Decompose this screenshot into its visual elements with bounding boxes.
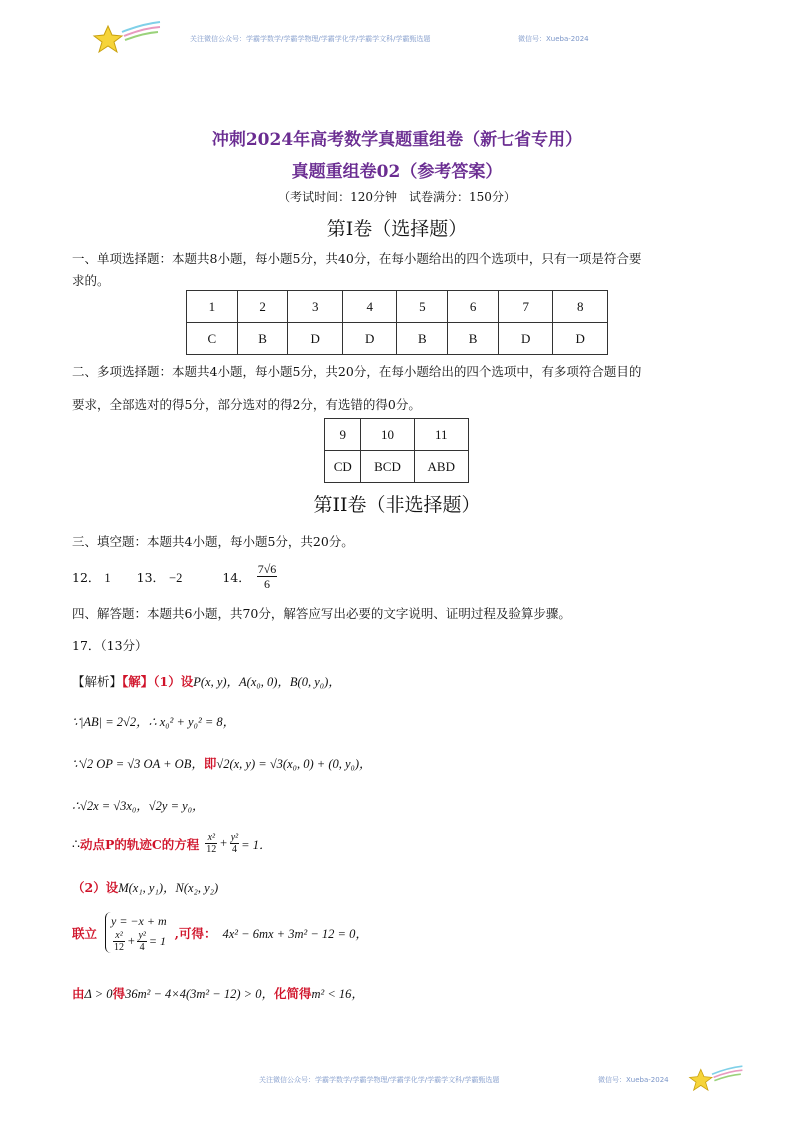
table-cell: 11 (414, 419, 468, 451)
system-eq2-rhs: = 1 (148, 934, 166, 948)
step2-label: （2）设 (72, 880, 119, 895)
analysis-tag: 【解析】 (72, 674, 123, 689)
part2-heading: 第II卷（非选择题） (313, 494, 481, 516)
table-cell: ABD (414, 451, 468, 483)
table-cell: D (342, 323, 397, 355)
table-cell: B (448, 323, 499, 355)
answer-13-value: −2 (169, 570, 183, 585)
solution-line2: ∵|AB| = 2√2，∴ x₀² + y₀² = 8， (72, 715, 236, 729)
system-eq1: y = −x + m (111, 914, 167, 928)
table-cell: 8 (553, 291, 608, 323)
table-cell: 10 (361, 419, 414, 451)
solution-step2 (72, 878, 218, 896)
table-cell: D (288, 323, 343, 355)
discriminant-condition: Δ > 0 (84, 987, 113, 1001)
coordinate-equation: √2(x, y) = √3(x₀, 0) + (0, y₀)， (216, 757, 372, 771)
header-text: 关注微信公众号：学霸学数学/学霸学物理/学霸学化学/学霸学文科/学霸甄选题 (190, 35, 431, 43)
table-cell: B (397, 323, 448, 355)
answer-14-numerator: 7√6 (257, 562, 277, 576)
answer-12-value: 1 (104, 570, 111, 585)
quadratic-result: 4x² − 6mx + 3m² − 12 = 0， (222, 926, 368, 941)
fraction-x2-12: $\frac{\text{x²}}{12}$ (206, 832, 217, 855)
lianli-label: 联立 (72, 925, 98, 941)
simplify-label: 化简得 (273, 986, 312, 1001)
page-title: 冲刺2024年高考数学真题重组卷（新七省专用） (211, 130, 583, 150)
discriminant-inequality: 36m² − 4×4(3m² − 12) > 0， (125, 987, 274, 1001)
table-cell: 1 (187, 291, 238, 323)
table-cell: BCD (361, 451, 414, 483)
table-cell: C (187, 323, 238, 355)
table-cell: D (553, 323, 608, 355)
step1-math: P(x, y)，A(x₀, 0)，B(0, y₀)， (193, 675, 341, 689)
solution-tag: 【解】 (122, 674, 154, 689)
m-range: m² < 16， (311, 987, 364, 1001)
section4-heading: 四、解答题：本题共6小题，共70分，解答应写出必要的文字说明、证明过程及验算步骤。 (72, 606, 571, 621)
solution-line4: ∴√2x = √3x₀，√2y = y₀， (72, 799, 205, 813)
vector-equation: ∵√2 OP = √3 OA + OB， (72, 757, 204, 771)
footer-text: 关注微信公众号：学霸学数学/学霸学物理/学霸学化学/学霸学文科/学霸甄选题 (259, 1076, 500, 1084)
trajectory-label: 动点P的轨迹C的方程 (79, 836, 200, 852)
section3-heading: 三、填空题：本题共4小题，每小题5分，共20分。 (72, 534, 354, 549)
last-a: 由 (72, 986, 85, 1001)
therefore-symbol: ∴ (72, 836, 80, 851)
table-cell: 4 (342, 291, 397, 323)
last-c: 得 (112, 986, 126, 1001)
header-wechat: 微信号：Xueba-2024 (518, 35, 589, 43)
star-logo-icon (92, 18, 162, 58)
multi-choice-answer-table (324, 418, 469, 483)
part1-heading: 第I卷（选择题） (326, 218, 468, 240)
table-cell: 3 (288, 291, 343, 323)
solution-line3 (72, 754, 372, 772)
table-cell: D (498, 323, 553, 355)
section2-line2: 要求，全部选对的得5分，部分选对的得2分，有选错的得0分。 (72, 397, 421, 412)
section1-line1: 一、单项选择题：本题共8小题，每小题5分，共40分，在每小题给出的四个选项中，只有一项是符合要 (72, 251, 642, 266)
exam-info: （考试时间：120分钟 试卷满分：150分） (278, 190, 516, 204)
table-cell: 2 (237, 291, 288, 323)
step1-label: （1）设 (153, 674, 194, 689)
solution-step1 (72, 672, 341, 690)
table-cell: CD (325, 451, 361, 483)
section2-line1: 二、多项选择题：本题共4小题，每小题5分，共20分，在每小题给出的四个选项中，有多项符合题目的 (72, 364, 642, 379)
answer-14-denominator: 6 (264, 577, 270, 591)
single-choice-answer-table (186, 290, 608, 355)
answer-13-label: 13． (136, 569, 166, 585)
question-17: 17．（13分） (72, 638, 148, 653)
footer-wechat: 微信号：Xueba-2024 (598, 1076, 669, 1084)
table-cell: 5 (397, 291, 448, 323)
table-cell: B (237, 323, 288, 355)
fill-blank-answers (72, 562, 279, 591)
system-eq2: $\frac{\text{x²}}{12}$ + $\frac{\text{y²}}{4}$ = 1 (114, 930, 166, 953)
kede-label: ,可得： (174, 925, 217, 941)
answer-12-label: 12． (72, 569, 101, 585)
page-subtitle: 真题重组卷02（参考答案） (291, 162, 503, 182)
table-cell: 9 (325, 419, 361, 451)
solution-system (72, 912, 368, 953)
table-cell: 6 (448, 291, 499, 323)
table-cell: 7 (498, 291, 553, 323)
step2-math: M(x₁, y₁)，N(x₂, y₂) (118, 881, 219, 895)
answer-14-fraction (257, 562, 278, 591)
answer-14-label: 14． (222, 569, 251, 585)
solution-line5: ∴动点P的轨迹C的方程 $\frac{\text{x²}}{12}$ + $\frac{\text{y²}}{4}$ = 1． (72, 832, 272, 855)
star-logo-icon (688, 1062, 744, 1096)
fraction-y2-4: $\frac{\text{y²}}{4}$ (230, 832, 239, 855)
solution-discriminant (72, 984, 364, 1002)
section1-line2: 求的。 (72, 273, 110, 288)
equation-system (105, 912, 167, 953)
line3-connector: 即 (203, 756, 217, 771)
ellipse-equation-rhs: = 1． (241, 837, 272, 852)
